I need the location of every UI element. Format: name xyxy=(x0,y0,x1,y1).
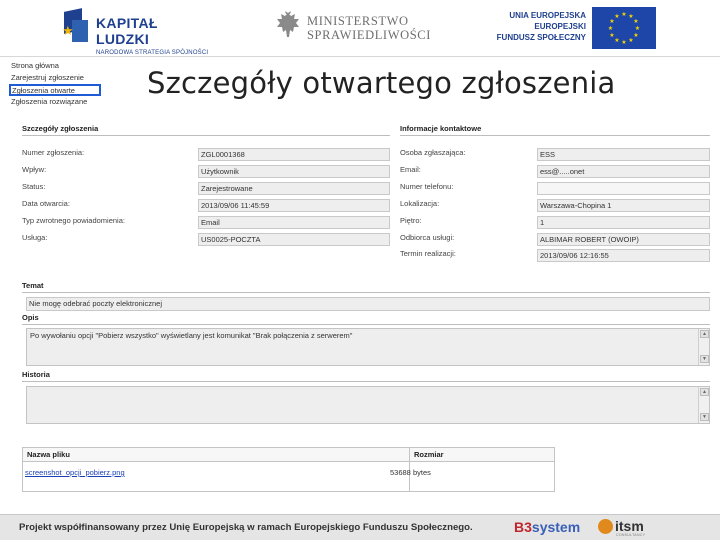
svg-text:★: ★ xyxy=(621,39,627,46)
description-scroll-up-icon[interactable]: ▲ xyxy=(700,330,709,338)
eu-flag-icon xyxy=(592,7,656,49)
notification-type-value: Email xyxy=(198,216,390,229)
b3system-logo-prefix: B3 xyxy=(514,519,532,535)
description-heading: Opis xyxy=(22,313,710,325)
column-header-filename: Nazwa pliku xyxy=(27,450,70,459)
description-textarea xyxy=(26,328,710,366)
ministry-line1: MINISTERSTWO xyxy=(307,14,409,28)
eu-line2: EUROPEJSKI xyxy=(534,22,586,31)
service-recipient-value: ALBIMAR ROBERT (OWOIP) xyxy=(537,233,710,246)
service-value: US0025-POCZTA xyxy=(198,233,390,246)
itsm-logo-subtext: CONSULTANCY xyxy=(616,533,646,537)
status-label: Status: xyxy=(22,182,46,191)
svg-text:★: ★ xyxy=(628,13,634,20)
svg-text:★: ★ xyxy=(609,32,615,39)
polish-eagle-icon xyxy=(275,10,301,42)
banner-divider xyxy=(0,56,720,57)
svg-text:★: ★ xyxy=(614,37,620,44)
history-textarea xyxy=(26,386,710,424)
notification-type-label: Typ zwrotnego powiadomienia: xyxy=(22,216,125,225)
svg-text:★: ★ xyxy=(633,18,639,25)
history-scroll-up-icon[interactable]: ▲ xyxy=(700,388,709,396)
history-heading: Historia xyxy=(22,370,710,382)
svg-text:★: ★ xyxy=(621,11,627,18)
b3system-logo-suffix: system xyxy=(531,519,581,535)
attachment-file-size: 53688 bytes xyxy=(390,468,431,477)
ministry-line2: SPRAWIEDLIWOŚCI xyxy=(307,28,431,42)
ticket-number-value: ZGL0001368 xyxy=(198,148,390,161)
impact-label: Wpływ: xyxy=(22,165,47,174)
contact-heading: Informacje kontaktowe xyxy=(400,124,710,136)
b3system-logo xyxy=(514,519,580,535)
menu-item-resolved-tickets[interactable]: Zgłoszenia rozwiązane xyxy=(11,97,88,106)
email-value: ess@.....onet xyxy=(537,165,710,178)
description-scrollbar[interactable] xyxy=(698,329,709,365)
svg-text:★: ★ xyxy=(628,37,634,44)
svg-text:★: ★ xyxy=(609,18,615,25)
ministry-logo xyxy=(275,10,435,46)
status-value: Zarejestrowane xyxy=(198,182,390,195)
history-scroll-down-icon[interactable]: ▼ xyxy=(700,413,709,421)
deadline-label: Termin realizacji: xyxy=(400,249,456,258)
floor-value: 1 xyxy=(537,216,710,229)
column-header-size: Rozmiar xyxy=(414,450,444,459)
history-scrollbar[interactable] xyxy=(698,387,709,423)
attachments-table-header xyxy=(23,448,554,462)
ticket-number-label: Numer zgłoszenia: xyxy=(22,148,85,157)
details-heading: Szczegóły zgłoszenia xyxy=(22,124,390,136)
reporter-label: Osoba zgłaszająca: xyxy=(400,148,466,157)
attachment-file-link[interactable]: screenshot_opcji_pobierz.png xyxy=(25,468,125,477)
floor-label: Piętro: xyxy=(400,216,422,225)
deadline-value: 2013/09/06 12:16:55 xyxy=(537,249,710,262)
open-date-value: 2013/09/06 11:45:59 xyxy=(198,199,390,212)
side-menu xyxy=(11,60,111,108)
eu-line3: FUNDUSZ SPOŁECZNY xyxy=(496,33,586,42)
svg-text:★: ★ xyxy=(633,32,639,39)
location-value: Warszawa-Chopina 1 xyxy=(537,199,710,212)
kapital-ludzki-logo xyxy=(60,6,210,56)
kapital-ludzki-mark-icon: ★ xyxy=(60,6,92,48)
menu-item-register[interactable]: Zarejestruj zgłoszenie xyxy=(11,73,84,82)
service-label: Usługa: xyxy=(22,233,48,242)
open-date-label: Data otwarcia: xyxy=(22,199,70,208)
logo-banner xyxy=(0,0,720,56)
service-recipient-label: Odbiorca usługi: xyxy=(400,233,455,242)
subject-heading: Temat xyxy=(22,281,710,293)
svg-text:★: ★ xyxy=(634,25,641,32)
menu-item-home[interactable]: Strona główna xyxy=(11,61,59,70)
email-label: Email: xyxy=(400,165,421,174)
impact-value: Użytkownik xyxy=(198,165,390,178)
svg-text:★: ★ xyxy=(614,13,620,20)
itsm-logo xyxy=(598,518,668,538)
attachments-table xyxy=(22,447,555,492)
description-scroll-down-icon[interactable]: ▼ xyxy=(700,355,709,363)
eu-logo xyxy=(490,4,658,52)
kapital-ludzki-subtitle: NARODOWA STRATEGIA SPÓJNOŚCI xyxy=(96,50,209,56)
itsm-logo-icon xyxy=(598,519,613,534)
kapital-ludzki-title: KAPITAŁ LUDZKI xyxy=(96,15,158,47)
subject-value: Nie mogę odebrać poczty elektronicznej xyxy=(26,297,710,311)
location-label: Lokalizacja: xyxy=(400,199,440,208)
description-text: Po wywołaniu opcji "Pobierz wszystko" wyświetlany jest komunikat "Brak połączenia z serwerem" xyxy=(30,331,353,340)
svg-text:★: ★ xyxy=(607,25,614,32)
footer-cofinancing-text: Projekt współfinansowany przez Unię Europejską w ramach Europejskiego Funduszu Społecznego. xyxy=(19,522,473,533)
page-title: Szczegóły otwartego zgłoszenia xyxy=(147,66,616,100)
itsm-logo-text: itsm xyxy=(615,518,644,534)
menu-item-open-tickets[interactable]: Zgłoszenia otwarte xyxy=(9,84,101,96)
footer-bar xyxy=(0,514,720,540)
phone-value xyxy=(537,182,710,195)
phone-label: Numer telefonu: xyxy=(400,182,454,191)
eu-line1: UNIA EUROPEJSKA xyxy=(509,11,586,20)
reporter-value: ESS xyxy=(537,148,710,161)
